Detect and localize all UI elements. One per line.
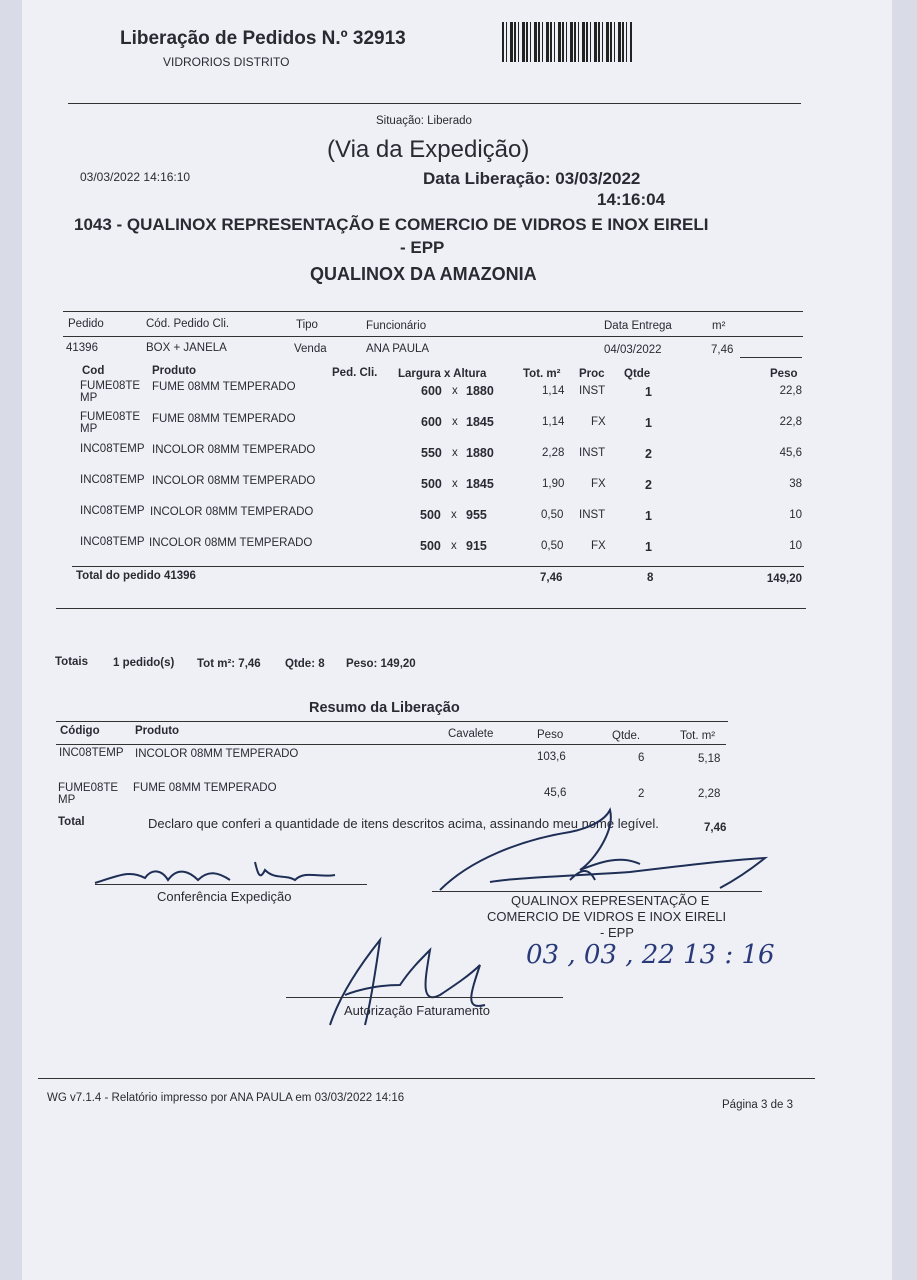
item-peso: 38: [789, 478, 802, 490]
order-delivery-date: 04/03/2022: [604, 344, 662, 356]
item-qtde: 2: [645, 447, 652, 461]
item-cod: INC08TEMP: [80, 443, 145, 455]
handwritten-signature-client: [430, 800, 770, 900]
item-largura: 500: [420, 508, 441, 522]
item-tot-m2: 1,14: [542, 416, 565, 428]
summary-tot-m2: 5,18: [698, 753, 721, 765]
item-produto: FUME 08MM TEMPERADO: [152, 413, 296, 425]
order-total-peso: 149,20: [766, 573, 802, 585]
items-header-ped-cli: Ped. Cli.: [332, 367, 378, 379]
summary-peso: 103,6: [537, 751, 566, 763]
col-header-data-entrega: Data Entrega: [604, 320, 672, 332]
item-altura: 955: [466, 508, 487, 522]
item-peso: 45,6: [779, 447, 802, 459]
summary-codigo: INC08TEMP: [59, 747, 124, 759]
col-header-pedido: Pedido: [68, 318, 104, 330]
item-x: x: [451, 540, 457, 552]
summary-header-produto: Produto: [135, 725, 180, 737]
item-peso: 22,8: [779, 416, 802, 428]
item-largura: 600: [421, 415, 442, 429]
item-peso: 10: [789, 540, 802, 552]
item-produto: INCOLOR 08MM TEMPERADO: [150, 506, 314, 518]
item-cod: INC08TEMP: [80, 536, 145, 548]
release-date: Data Liberação: 03/03/2022: [423, 169, 641, 188]
document-title: Liberação de Pedidos N.º 32913: [120, 28, 406, 49]
item-tot-m2: 0,50: [541, 509, 564, 521]
client-name: 1043 - QUALINOX REPRESENTAÇÃO E COMERCIO DE VIDROS E INOX EIRELI: [74, 215, 709, 234]
item-produto: INCOLOR 08MM TEMPERADO: [152, 444, 316, 456]
client-signature-line2: COMERCIO DE VIDROS E INOX EIRELI: [487, 909, 727, 924]
client-signature-line3: - EPP: [600, 925, 634, 940]
item-x: x: [452, 385, 458, 397]
items-header-tot-m2: Tot. m²: [523, 368, 561, 380]
item-produto: INCOLOR 08MM TEMPERADO: [149, 537, 313, 549]
items-header-cod: Cod: [82, 365, 105, 377]
col-header-m2: m²: [712, 320, 726, 332]
item-tot-m2: 2,28: [542, 447, 565, 459]
handwritten-date: 03 , 03 , 22 13 : 16: [526, 940, 775, 970]
item-qtde: 1: [645, 540, 652, 554]
handwritten-signature-autorizacao: [320, 925, 500, 1035]
divider: [56, 608, 806, 609]
item-proc: FX: [591, 540, 606, 552]
summary-produto: INCOLOR 08MM TEMPERADO: [135, 748, 299, 760]
client-signature-line1: QUALINOX REPRESENTAÇÃO E: [511, 893, 710, 908]
item-largura: 500: [420, 539, 441, 553]
order-employee: ANA PAULA: [366, 343, 430, 355]
summary-title: Resumo da Liberação: [309, 700, 460, 716]
divider: [72, 566, 804, 567]
divider: [56, 744, 726, 745]
print-datetime: 03/03/2022 14:16:10: [80, 170, 191, 184]
status-label: Situação: Liberado: [376, 115, 472, 127]
item-tot-m2: 1,90: [542, 478, 565, 490]
totals-m2: Tot m²: 7,46: [197, 658, 261, 670]
items-header-produto: Produto: [152, 365, 197, 377]
totals-label: Totais: [55, 656, 89, 668]
release-time: 14:16:04: [597, 190, 666, 209]
item-produto: FUME 08MM TEMPERADO: [152, 381, 296, 393]
client-fantasy-name: QUALINOX DA AMAZONIA: [310, 264, 537, 284]
divider: [38, 1078, 815, 1079]
company-name: VIDRORIOS DISTRITO: [163, 55, 290, 69]
footer-printed-by: WG v7.1.4 - Relatório impresso por ANA PAULA em 03/03/2022 14:16: [47, 1092, 405, 1104]
item-proc: FX: [591, 416, 606, 428]
item-cod: INC08TEMP: [80, 474, 145, 486]
item-x: x: [451, 509, 457, 521]
col-header-tipo: Tipo: [296, 319, 318, 331]
items-header-proc: Proc: [579, 368, 605, 380]
items-header-qtde: Qtde: [624, 368, 651, 380]
summary-produto: FUME 08MM TEMPERADO: [133, 782, 277, 794]
order-total-label: Total do pedido 41396: [76, 570, 196, 582]
totals-peso: Peso: 149,20: [346, 658, 416, 670]
item-largura: 600: [421, 384, 442, 398]
item-x: x: [452, 478, 458, 490]
page-number: Página 3 de 3: [722, 1099, 793, 1111]
item-cod: FUME08TEMP: [80, 411, 141, 435]
item-produto: INCOLOR 08MM TEMPERADO: [152, 475, 316, 487]
divider: [56, 721, 728, 722]
summary-peso: 45,6: [544, 787, 567, 799]
summary-qtde: 6: [638, 752, 645, 764]
item-altura: 915: [466, 539, 487, 553]
signature-line: [286, 997, 563, 998]
items-header-peso: Peso: [770, 368, 798, 380]
item-cod: FUME08TEMP: [80, 380, 141, 404]
item-altura: 1845: [466, 415, 494, 429]
summary-codigo: FUME08TEMP: [58, 782, 119, 806]
signature-line: [95, 884, 367, 885]
divider: [740, 357, 802, 358]
item-tot-m2: 0,50: [541, 540, 564, 552]
item-x: x: [452, 416, 458, 428]
item-altura: 1845: [466, 477, 494, 491]
order-total-m2: 7,46: [540, 572, 563, 584]
summary-qtde: 2: [638, 788, 645, 800]
order-number: 41396: [66, 342, 98, 354]
item-tot-m2: 1,14: [542, 385, 565, 397]
signature-line: [432, 891, 762, 892]
via-label: (Via da Expedição): [327, 136, 530, 163]
divider: [63, 311, 803, 312]
item-cod: INC08TEMP: [80, 505, 145, 517]
client-name-suffix: - EPP: [400, 238, 445, 257]
item-qtde: 1: [645, 416, 652, 430]
item-peso: 22,8: [779, 385, 802, 397]
item-proc: INST: [579, 509, 606, 521]
order-client-code: BOX + JANELA: [146, 342, 227, 354]
item-peso: 10: [789, 509, 802, 521]
summary-header-codigo: Código: [60, 725, 100, 737]
item-largura: 550: [421, 446, 442, 460]
summary-header-peso: Peso: [537, 729, 564, 741]
item-qtde: 1: [645, 385, 652, 399]
item-altura: 1880: [466, 446, 494, 460]
item-altura: 1880: [466, 384, 494, 398]
totals-orders: 1 pedido(s): [113, 657, 175, 669]
summary-header-cavalete: Cavalete: [448, 728, 494, 740]
item-proc: FX: [591, 478, 606, 490]
summary-total-label: Total: [58, 816, 85, 828]
conferencia-label: Conferência Expedição: [157, 889, 292, 904]
totals-qtde: Qtde: 8: [285, 658, 325, 670]
item-qtde: 2: [645, 478, 652, 492]
item-qtde: 1: [645, 509, 652, 523]
col-header-cod-cli: Cód. Pedido Cli.: [146, 318, 230, 330]
summary-header-tot-m2: Tot. m²: [680, 730, 716, 742]
item-largura: 500: [421, 477, 442, 491]
items-header-dims: Largura x Altura: [398, 368, 487, 380]
item-proc: INST: [579, 447, 606, 459]
item-x: x: [452, 447, 458, 459]
summary-header-qtde: Qtde.: [612, 730, 641, 742]
autorizacao-label: Autorização Faturamento: [344, 1003, 490, 1018]
summary-tot-m2: 2,28: [698, 788, 721, 800]
divider: [63, 336, 803, 337]
item-proc: INST: [579, 385, 606, 397]
order-m2: 7,46: [711, 344, 734, 356]
declaration-text: Declaro que conferi a quantidade de itens descritos acima, assinando meu nome legível.: [148, 816, 659, 831]
col-header-funcionario: Funcionário: [366, 320, 427, 332]
order-type: Venda: [294, 343, 327, 355]
order-total-qtde: 8: [647, 572, 654, 584]
summary-total-m2: 7,46: [704, 822, 727, 834]
document-page: [22, 0, 892, 1280]
divider: [68, 103, 801, 104]
barcode: [502, 22, 632, 62]
